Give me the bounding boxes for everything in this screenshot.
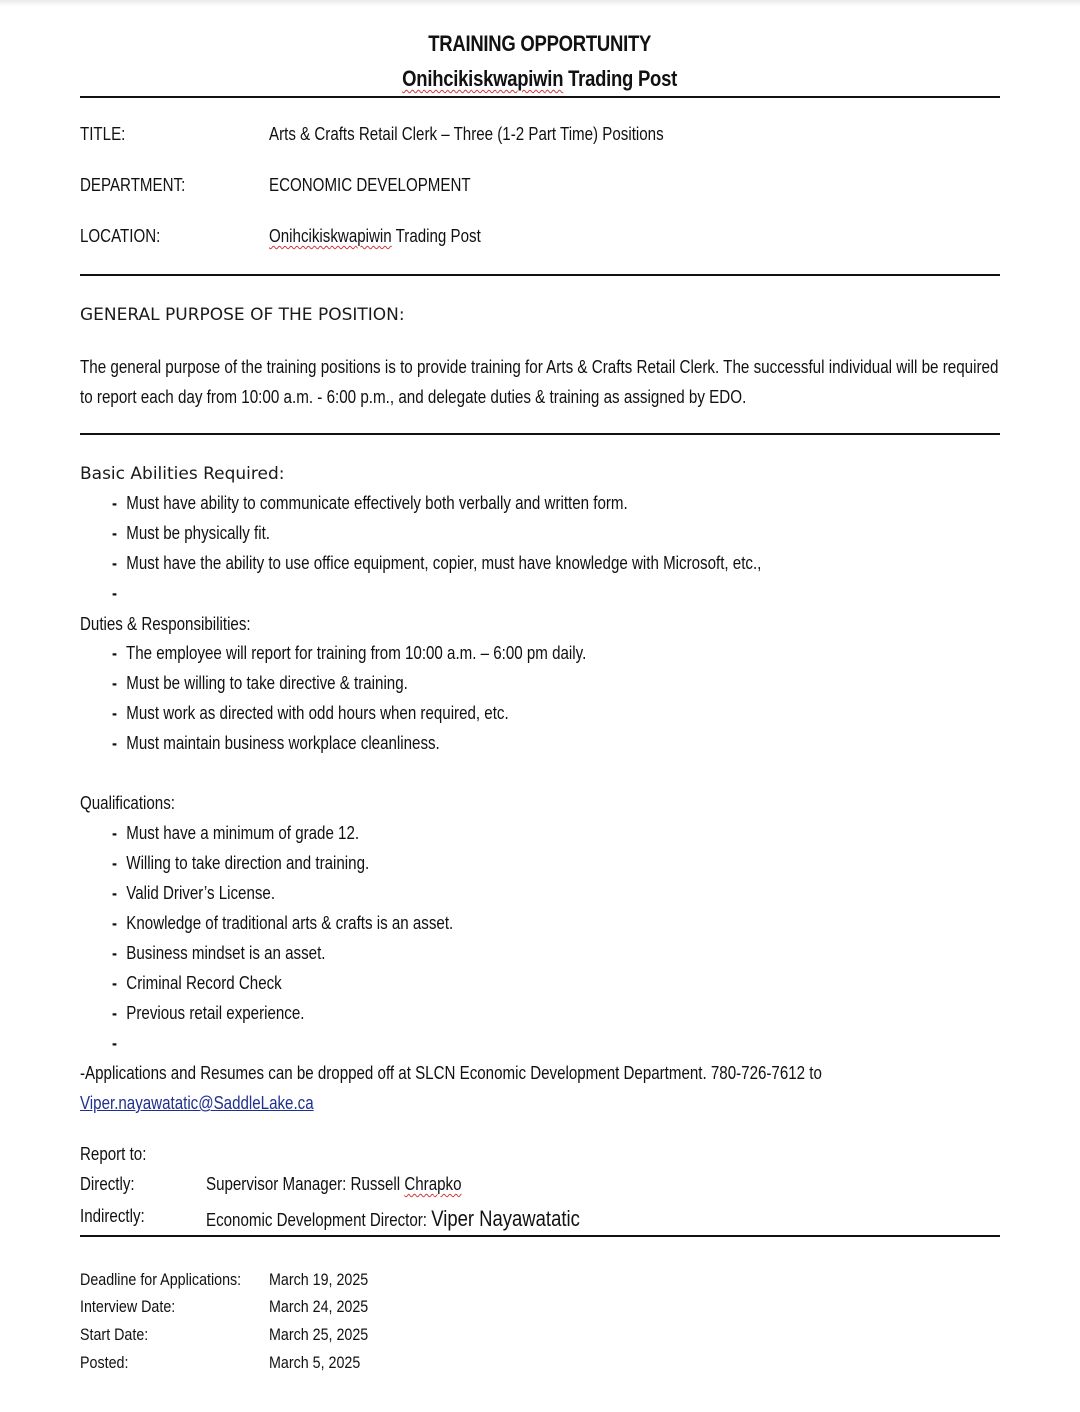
field-location-label: LOCATION: — [80, 226, 161, 246]
date-value: March 24, 2025 — [269, 1297, 369, 1316]
purpose-heading: GENERAL PURPOSE OF THE POSITION: — [80, 305, 405, 325]
field-location-name: Onihcikiskwapiwin — [269, 226, 392, 246]
field-department-label: DEPARTMENT: — [80, 175, 186, 195]
applications-email-row — [80, 1093, 358, 1114]
field-location-suffix: Trading Post — [395, 226, 481, 246]
list-item: - Willing to take direction and training. — [112, 853, 370, 873]
list-item: - The employee will report for training from 10:00 a.m. – 6:00 pm daily. — [112, 643, 587, 663]
list-item: - Must be willing to take directive & training. — [112, 673, 408, 693]
purpose-divider — [80, 433, 1000, 435]
list-item: - Previous retail experience. — [112, 1003, 305, 1023]
list-item: - Must be physically fit. — [112, 523, 270, 543]
purpose-line-2: to report each day from 10:00 a.m. - 6:00 p.m., and delegate duties & training as assigned by EDO. — [80, 387, 747, 407]
report-indirectly-label: Indirectly: — [80, 1206, 145, 1226]
applications-email-link[interactable]: Viper.nayawatatic@SaddleLake.ca — [80, 1093, 314, 1113]
list-item: - Valid Driver’s License. — [112, 883, 276, 903]
report-indirectly-value: Economic Development Director: — [206, 1210, 428, 1230]
date-label: Start Date: — [80, 1325, 149, 1344]
list-item: - — [112, 583, 118, 603]
document-title: TRAINING OPPORTUNITY — [428, 31, 652, 56]
list-item: - Criminal Record Check — [112, 973, 282, 993]
date-value: March 5, 2025 — [269, 1353, 361, 1372]
header-divider — [80, 96, 1000, 98]
date-label: Deadline for Applications: — [80, 1270, 242, 1289]
report-indirectly-name: Viper Nayawatatic — [431, 1206, 580, 1231]
report-directly-value: Supervisor Manager: Russell — [206, 1174, 401, 1194]
duties-heading: Duties & Responsibilities: — [80, 614, 251, 634]
qualifications-heading: Qualifications: — [80, 793, 175, 813]
report-directly-surname: Chrapko — [404, 1174, 462, 1194]
page-top-shadow — [0, 0, 1080, 6]
purpose-paragraph — [80, 352, 1000, 412]
org-suffix: Trading Post — [568, 66, 678, 91]
list-item: - Must work as directed with odd hours when required, etc. — [112, 703, 509, 723]
abilities-heading: Basic Abilities Required: — [80, 464, 285, 484]
report-divider — [80, 1235, 1000, 1237]
applications-text: -Applications and Resumes can be dropped off at SLCN Economic Development Department. 780-726-7612 to — [80, 1063, 822, 1083]
list-item: - Must have a minimum of grade 12. — [112, 823, 360, 843]
list-item: - Knowledge of traditional arts & crafts is an asset. — [112, 913, 454, 933]
list-item: - Business mindset is an asset. — [112, 943, 326, 963]
list-item: - Must maintain business workplace cleanliness. — [112, 733, 440, 753]
field-title-value: Arts & Crafts Retail Clerk – Three (1-2 Part Time) Positions — [269, 124, 664, 144]
fields-divider — [80, 274, 1000, 276]
report-directly-label: Directly: — [80, 1174, 135, 1194]
list-item: - — [112, 1033, 118, 1053]
date-value: March 19, 2025 — [269, 1270, 369, 1289]
list-item: - Must have the ability to use office equipment, copier, must have knowledge with Microsoft, etc., — [112, 553, 762, 573]
document-subtitle — [80, 66, 1000, 92]
date-value: March 25, 2025 — [269, 1325, 369, 1344]
purpose-line-1: The general purpose of the training positions is to provide training for Arts & Crafts Retail Clerk. The successful individual will be required — [80, 357, 999, 377]
field-department-value: ECONOMIC DEVELOPMENT — [269, 175, 471, 195]
date-label: Posted: — [80, 1353, 129, 1372]
org-name: Onihcikiskwapiwin — [402, 66, 564, 91]
date-label: Interview Date: — [80, 1297, 176, 1316]
field-title-label: TITLE: — [80, 124, 126, 144]
report-heading: Report to: — [80, 1144, 147, 1164]
list-item: - Must have ability to communicate effectively both verbally and written form. — [112, 493, 628, 513]
